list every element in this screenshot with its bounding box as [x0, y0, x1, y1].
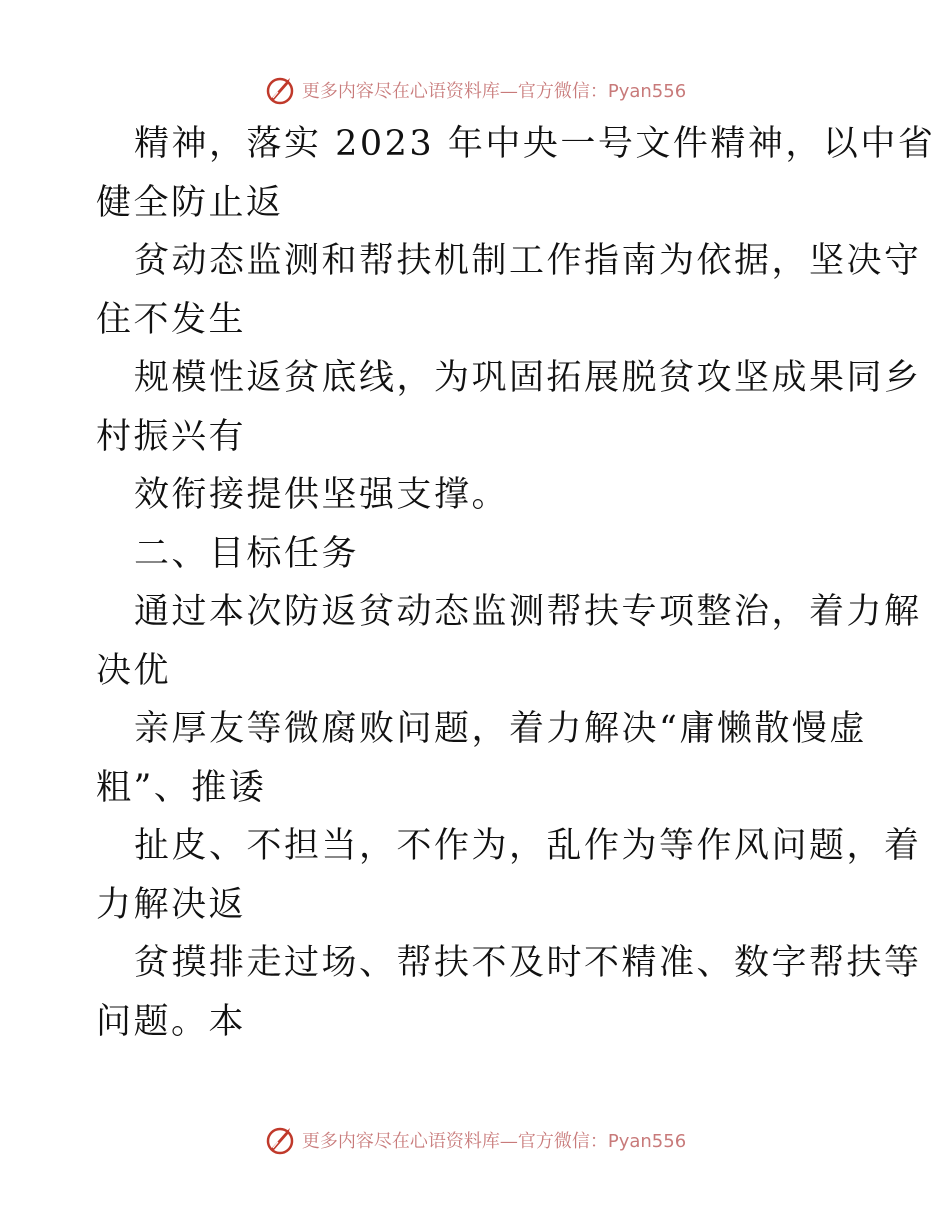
- text-line: 通过本次防返贫动态监测帮扶专项整治，着力解: [134, 592, 922, 632]
- text-line: 决优: [96, 650, 172, 691]
- footer-watermark: [0, 1120, 950, 1160]
- text-line: 效衔接提供坚强支撑。: [134, 475, 510, 515]
- text-line: 问题。本: [96, 1001, 247, 1042]
- text-line: 粗”、推诿: [96, 767, 267, 808]
- text-line: 贫动态监测和帮扶机制工作指南为依据，坚决守: [134, 241, 922, 281]
- text-line: 贫摸排走过场、帮扶不及时不精准、数字帮扶等: [134, 943, 922, 983]
- watermark-text: 更多内容尽在心语资料库—官方微信：Pyan556: [301, 81, 687, 102]
- watermark-text: 更多内容尽在心语资料库—官方微信：Pyan556: [301, 1131, 687, 1152]
- text-line: 扯皮、不担当，不作为，乱作为等作风问题，着: [134, 826, 922, 866]
- header-watermark: [0, 70, 950, 110]
- quill-pen-logo-icon: [264, 1124, 296, 1156]
- text-line: 住不发生: [96, 299, 247, 340]
- quill-pen-logo-icon: [264, 74, 296, 106]
- document-body: [96, 115, 936, 1051]
- text-line: 规模性返贫底线，为巩固拓展脱贫攻坚成果同乡: [134, 358, 922, 398]
- text-line: 村振兴有: [96, 416, 247, 457]
- text-line: 亲厚友等微腐败问题，着力解决“庸懒散慢虚: [134, 709, 867, 749]
- text-line: 精神，落实 2023 年中央一号文件精神，以中省: [134, 124, 936, 164]
- text-line: 健全防止返: [96, 182, 284, 223]
- section-heading: 二、目标任务: [134, 533, 360, 574]
- text-line: 力解决返: [96, 884, 247, 925]
